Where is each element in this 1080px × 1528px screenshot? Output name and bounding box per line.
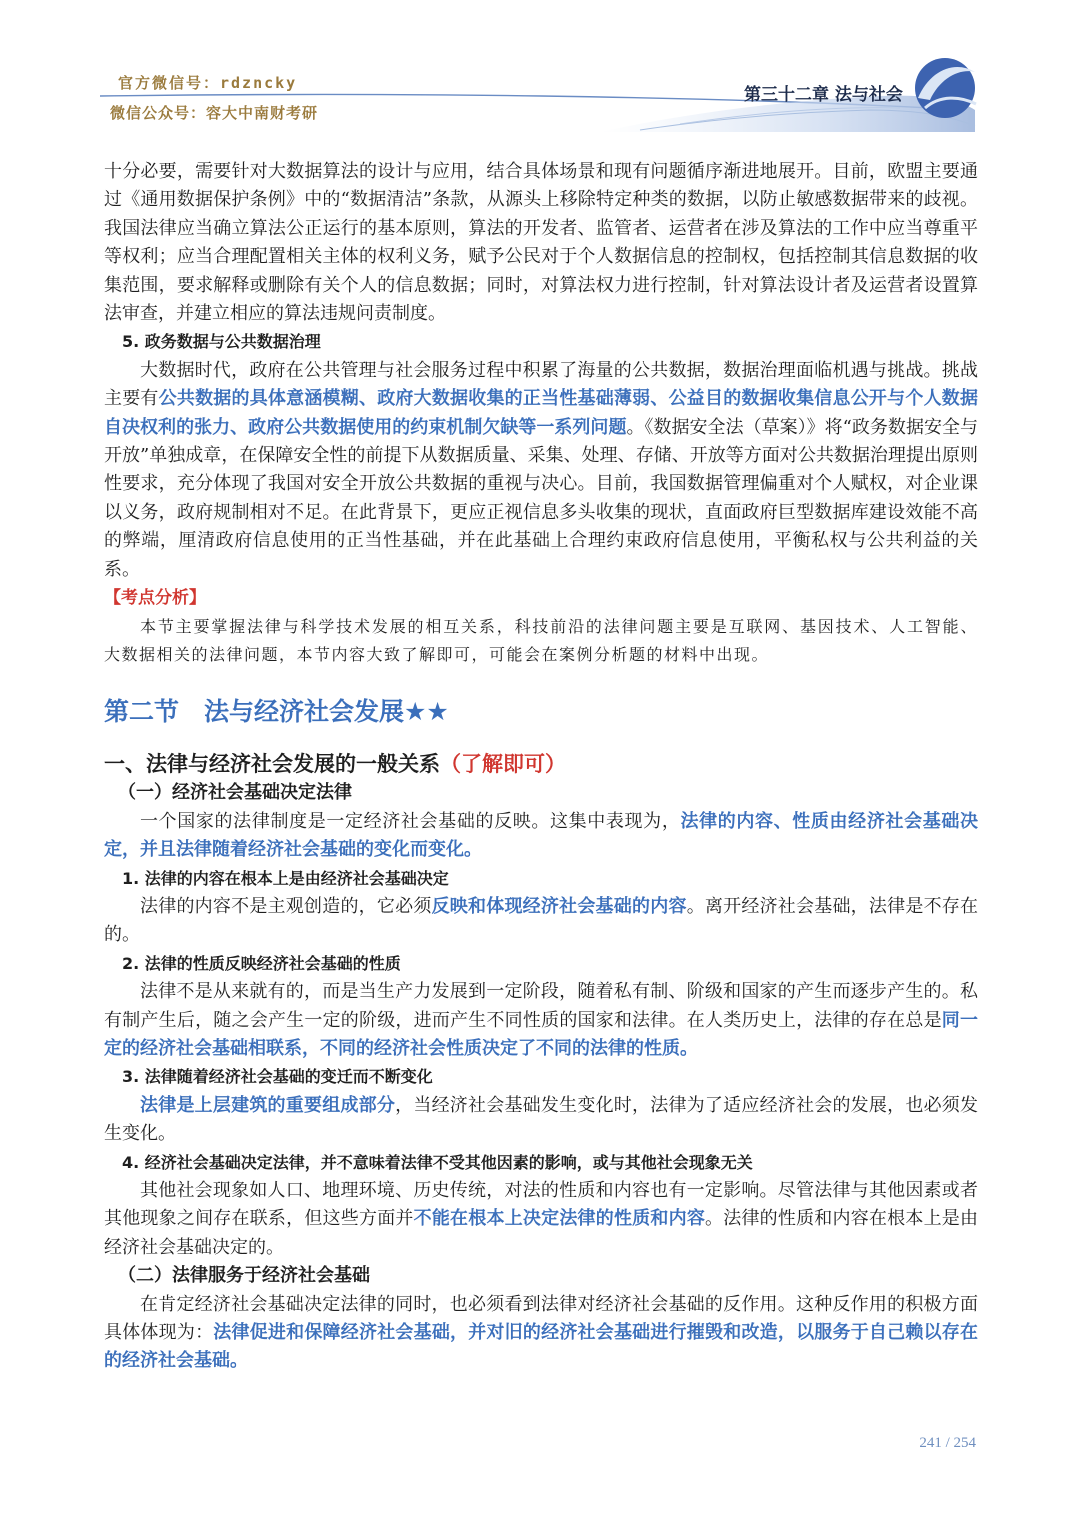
heading-level2: （一）经济社会基础决定法律 [118,782,352,804]
public-account: 微信公众号：容大中南财考研 [110,104,319,122]
paragraph: 法律的内容不是主观创造的，它必须反映和体现经济社会基础的内容。离开经济社会基础，法律是不存在的。 [104,895,979,946]
paragraph: 法律不是从来就有的，而是当生产力发展到一定阶段，随着私有制、阶级和国家的产生而逐步产生的。私有制产生后，随之会产生一定的阶级，进而产生不同性质的国家和法律。在人类历史上，法律的存在总是同一定的经济社会基础相联系，不同的经济社会性质决定了不同的法律的性质。 [104,981,979,1059]
section-title: 第二节 法与经济社会发展★★ [104,697,449,727]
page-number: 241 / 254 [919,1435,976,1451]
heading-level1: 一、法律与经济社会发展的一般关系（了解即可） [104,752,566,777]
paragraph: 其他社会现象如人口、地理环境、历史传统，对法的性质和内容也有一定影响。尽管法律与其他因素或者其他现象之间存在联系，但这些方面并不能在根本上决定法律的性质和内容。法律的性质和内容在根本上是由经济社会基础决定的。 [104,1180,979,1258]
subheading: 3. 法律随着经济社会基础的变迁而不断变化 [122,1067,433,1087]
paragraph: 在肯定经济社会基础决定法律的同时，也必须看到法律对经济社会基础的反作用。这种反作用的积极方面具体体现为：法律促进和保障经济社会基础，并对旧的经济社会基础进行摧毁和改造，以服务于自己赖以存在的经济社会基础。 [104,1293,979,1372]
chapter-title: 第三十二章 法与社会 [744,85,903,105]
page-content [104,158,978,1376]
subheading: 1. 法律的内容在根本上是由经济社会基础决定 [122,868,449,888]
highlight-text: 法律促进和保障经济社会基础，并对旧的经济社会基础进行摧毁和改造，以服务于自己赖以存在的经济社会基础。 [104,1322,979,1372]
page-header [0,0,1080,150]
exam-analysis-tag: 【考点分析】 [104,588,206,609]
heading-level2: （二）法律服务于经济社会基础 [118,1265,370,1287]
analysis-paragraph: 本节主要掌握法律与科学技术发展的相互关系，科技前沿的法律问题主要是互联网、基因技术、人工智能、大数据相关的法律问题，本节内容大致了解即可，可能会在案例分析题的材料中出现。 [104,616,978,664]
subheading: 4. 经济社会基础决定法律，并不意味着法律不受其他因素的影响，或与其他社会现象无关 [122,1152,753,1172]
highlight-text: 同一定的经济社会基础相联系，不同的经济社会性质决定了不同的法律的性质。 [104,1009,979,1059]
highlight-text: 公共数据的具体意涵模糊、政府大数据收集的正当性基础薄弱、公益目的数据收集信息公开与个人数据自决权利的张力、政府公共数据使用的约束机制欠缺等一系列问题 [104,388,978,438]
paragraph: 法律是上层建筑的重要组成部分，当经济社会基础发生变化时，法律为了适应经济社会的发展，也必须发生变化。 [104,1094,979,1145]
wechat-id: 官方微信号：rdzncky [118,74,298,92]
highlight-text: 反映和体现经济社会基础的内容 [431,895,687,917]
paragraph: 十分必要，需要针对大数据算法的设计与应用，结合具体场景和现有问题循序渐进地展开。目前，欧盟主要通过《通用数据保护条例》中的“数据清洁”条款，从源头上移除特定种类的数据，以防止敏感数据带来的歧视。我国法律应当确立算法公正运行的基本原则，算法的开发者、监管者、运营者在涉及算法的工作中应当尊重平等权利；应当合理配置相关主体的权利义务，赋予公民对于个人数据信息的控制权，包括控制其信息数据的收集范围，要求解释或删除有关个人的信息数据；同时，对算法权力进行控制，针对算法设计者及运营者设置算法审查，并建立相应的算法违规问责制度。 [104,161,978,325]
subheading: 5. 政务数据与公共数据治理 [122,332,321,352]
subheading: 2. 法律的性质反映经济社会基础的性质 [122,953,401,973]
paragraph: 一个国家的法律制度是一定经济社会基础的反映。这集中表现为，法律的内容、性质由经济社会基础决定，并且法律随着经济社会基础的变化而变化。 [104,810,978,861]
paragraph: 大数据时代，政府在公共管理与社会服务过程中积累了海量的公共数据，数据治理面临机遇与挑战。挑战主要有公共数据的具体意涵模糊、政府大数据收集的正当性基础薄弱、公益目的数据收集信息公开与个人数据自决权利的张力、政府公共数据使用的约束机制欠缺等一系列问题。《数据安全法（草案）》将“政务数据安全与开放”单独成章，在保障安全性的前提下从数据质量、采集、处理、存储、开放等方面对公共数据治理提出原则性要求，充分体现了我国对安全开放公共数据的重视与决心。目前，我国数据管理偏重对个人赋权，对企业课以义务，政府规制相对不足。在此背景下，更应正视信息多头收集的现状，直面政府巨型数据库建设效能不高的弊端，厘清政府信息使用的正当性基础，并在此基础上合理约束政府信息使用，平衡私权与公共利益的关系。 [104,359,978,580]
highlight-text: 法律的内容、性质由经济社会基础决定，并且法律随着经济社会基础的变化而变化。 [104,810,978,861]
highlight-text: 法律是上层建筑的重要组成部分 [140,1094,396,1116]
note-red: （了解即可） [440,752,566,777]
highlight-text: 不能在根本上决定法律的性质和内容 [413,1208,706,1230]
